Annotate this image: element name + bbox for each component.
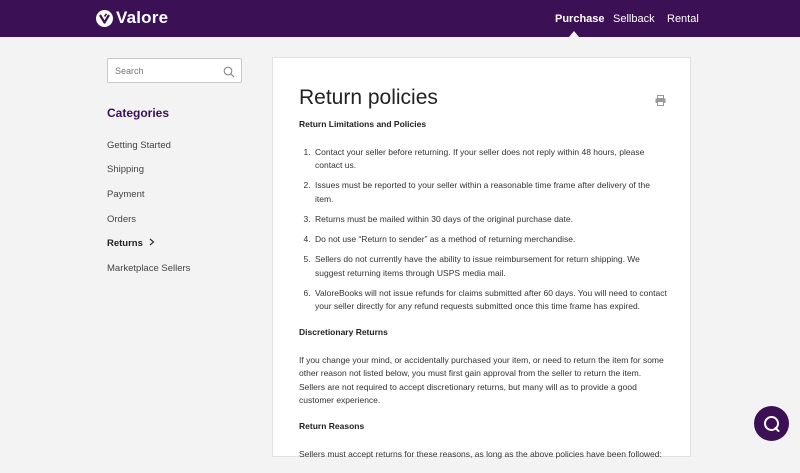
brand-name: Valore xyxy=(116,8,169,27)
paragraph-reasons: Sellers must accept returns for these reasons, as long as the above policies have been followed: xyxy=(299,448,662,459)
nav-purchase[interactable]: Purchase xyxy=(555,13,605,25)
article-card xyxy=(272,57,691,457)
list-item: 1. Contact your seller before returning. If your seller does not reply within 48 hours, please contact us. xyxy=(313,146,669,173)
sidebar-item-marketplace-sellers[interactable] xyxy=(107,256,190,281)
policy-list xyxy=(299,146,669,314)
section-heading-limitations: Return Limitations and Policies xyxy=(299,119,427,129)
print-icon[interactable] xyxy=(655,93,666,111)
search-input[interactable] xyxy=(115,64,220,78)
list-item: 6. ValoreBooks will not issue refunds for claims submitted after 60 days. You will need to contact your seller directly for any refund requests submitted once this time frame has expired. xyxy=(313,287,669,314)
active-nav-indicator xyxy=(569,31,579,37)
main-nav xyxy=(0,13,800,37)
category-list xyxy=(107,133,190,281)
search-box xyxy=(107,58,242,83)
list-item: 2. Issues must be reported to your seller within a reasonable time frame after delivery of the item. xyxy=(313,179,669,206)
section-heading-discretionary: Discretionary Returns xyxy=(299,327,388,338)
sidebar-item-label: Payment xyxy=(107,188,145,200)
section-heading-reasons: Return Reasons xyxy=(299,421,365,431)
list-item: 5. Sellers do not currently have the ability to issue reimbursement for return shipping. We suggest returning items through USPS media mail. xyxy=(313,253,669,280)
categories-heading: Categories xyxy=(107,106,170,120)
sidebar-item-getting-started[interactable] xyxy=(107,133,190,158)
page-title: Return policies xyxy=(299,86,438,109)
sidebar-item-label: Orders xyxy=(107,213,137,225)
sidebar-item-label: Shipping xyxy=(107,164,144,176)
sidebar-item-payment[interactable] xyxy=(107,182,190,207)
sidebar-item-returns[interactable] xyxy=(107,231,190,256)
list-item: 3. Returns must be mailed within 30 days of the original purchase date. xyxy=(313,213,669,227)
sidebar-item-label: Marketplace Sellers xyxy=(107,262,191,274)
nav-sellback[interactable]: Sellback xyxy=(613,13,655,25)
nav-rental[interactable]: Rental xyxy=(667,13,699,25)
search-icon[interactable] xyxy=(223,65,235,83)
sidebar-item-shipping[interactable] xyxy=(107,158,190,183)
paragraph-discretionary: If you change your mind, or accidentally purchased your item, or need to return the item for some other reason not listed below, you must first gain approval from the seller to return the item. Sellers are not required to accept discretionary returns, but many will as to provide a good customer experience. xyxy=(299,354,664,406)
help-chat-button[interactable] xyxy=(754,406,789,441)
chevron-right-icon xyxy=(149,238,155,249)
sidebar-item-label: Returns xyxy=(107,238,143,250)
article-body xyxy=(299,118,669,473)
list-item: 4. Do not use “Return to sender” as a method of returning merchandise. xyxy=(313,233,669,247)
sidebar-item-orders[interactable] xyxy=(107,207,190,232)
top-navigation-bar xyxy=(0,0,800,37)
sidebar-item-label: Getting Started xyxy=(107,139,171,151)
